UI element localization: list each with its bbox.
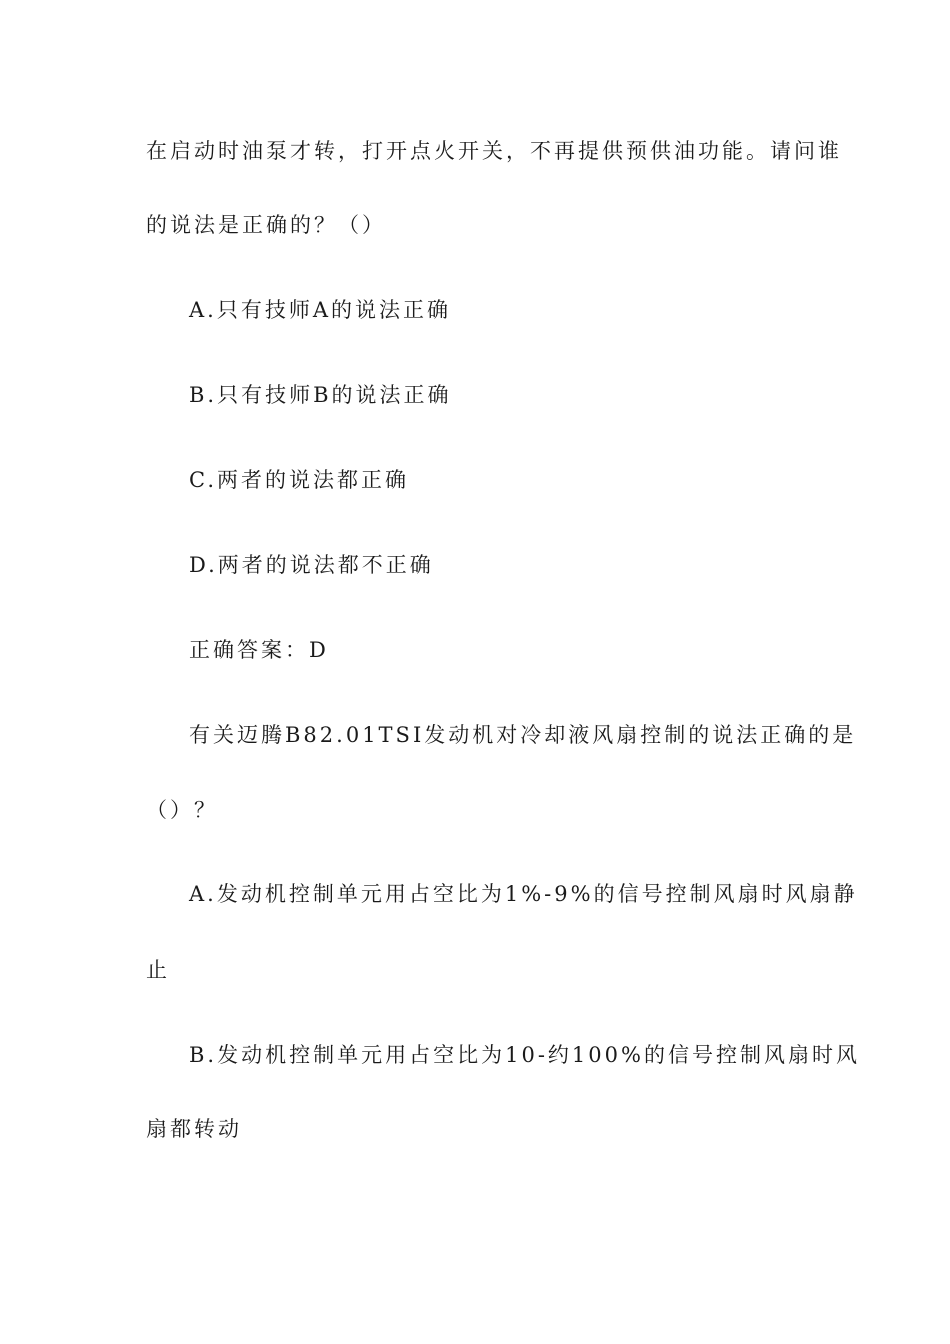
question2-option-a-line2: 止 bbox=[146, 958, 170, 982]
question2-option-b-line2: 扇都转动 bbox=[146, 1117, 242, 1141]
question2-stem-line2: （）？ bbox=[146, 798, 218, 822]
question1-continuation-line2: 的说法是正确的？（） bbox=[146, 213, 386, 237]
question1-option-c: C.两者的说法都正确 bbox=[189, 468, 409, 492]
question2-option-b-line1: B.发动机控制单元用占空比为10-约100%的信号控制风扇时风 bbox=[189, 1043, 860, 1067]
question1-option-d: D.两者的说法都不正确 bbox=[189, 553, 434, 577]
question2-stem-line1: 有关迈腾B82.01TSI发动机对冷却液风扇控制的说法正确的是 bbox=[189, 723, 857, 747]
question2-option-a-line1: A.发动机控制单元用占空比为1%-9%的信号控制风扇时风扇静 bbox=[189, 882, 858, 906]
question1-continuation-line1: 在启动时油泵才转，打开点火开关，不再提供预供油功能。请问谁 bbox=[146, 139, 842, 163]
question1-option-a: A.只有技师A的说法正确 bbox=[189, 298, 452, 322]
question1-option-b: B.只有技师B的说法正确 bbox=[189, 383, 452, 407]
question1-answer: 正确答案：D bbox=[189, 638, 329, 662]
